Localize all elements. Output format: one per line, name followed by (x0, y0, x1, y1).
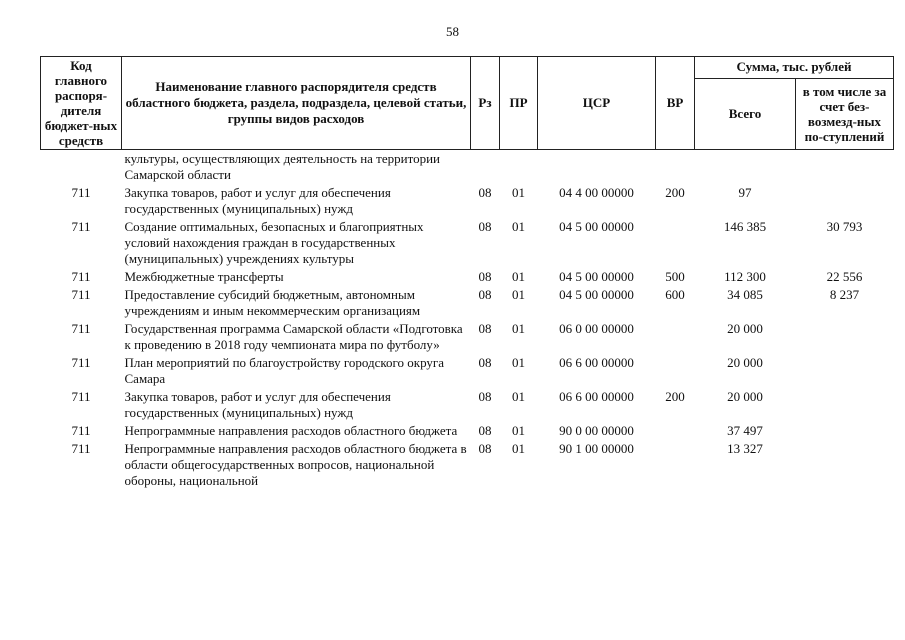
cell-csr: 06 0 00 00000 (559, 321, 634, 336)
cell-vr (656, 353, 695, 387)
table-row (41, 387, 894, 421)
table-row (41, 319, 894, 353)
cell-rz: 08 (478, 321, 492, 336)
cell-vr: 600 (665, 287, 685, 302)
cell-vr (656, 421, 695, 439)
cell-rz: 08 (478, 423, 492, 438)
table-row (41, 439, 894, 489)
cell-vr (656, 439, 695, 489)
header-sum-group: Сумма, тыс. рублей (695, 57, 894, 79)
cell-pr: 01 (512, 389, 525, 404)
cell-code: 711 (71, 441, 91, 456)
table-row (41, 183, 894, 217)
table-row (41, 150, 894, 184)
table-row (41, 421, 894, 439)
table-row (41, 217, 894, 267)
cell-incl (796, 421, 894, 439)
cell-incl (796, 439, 894, 489)
header-pr: ПР (500, 57, 538, 150)
cell-total: 34 085 (727, 287, 763, 302)
table-header (41, 57, 894, 150)
cell-code: 711 (71, 389, 91, 404)
cell-vr: 500 (665, 269, 685, 284)
page-number: 58 (446, 24, 459, 39)
header-rz: Рз (471, 57, 500, 150)
header-name: Наименование главного распорядителя средств областного бюджета, раздела, подраздела, целевой статьи, группы видов расходов (122, 57, 471, 150)
cell-rz (471, 150, 500, 184)
cell-rz: 08 (478, 185, 492, 200)
cell-total: 146 385 (723, 219, 767, 234)
cell-incl (796, 150, 894, 184)
cell-vr (656, 217, 695, 267)
cell-incl (796, 387, 894, 421)
table-row (41, 353, 894, 387)
cell-total: 13 327 (727, 441, 763, 456)
cell-name: Закупка товаров, работ и услуг для обеспечения государственных (муниципальных) нужд (124, 185, 391, 216)
cell-csr: 04 4 00 00000 (559, 185, 634, 200)
cell-code: 711 (71, 269, 91, 284)
cell-rz: 08 (478, 389, 492, 404)
cell-vr: 200 (665, 185, 685, 200)
cell-rz: 08 (478, 441, 492, 456)
cell-csr: 04 5 00 00000 (559, 269, 634, 284)
header-incl: в том числе за счет без-возмезд-ных по-ступлений (796, 78, 894, 149)
cell-pr: 01 (512, 423, 525, 438)
cell-code (41, 150, 122, 184)
cell-pr: 01 (512, 355, 525, 370)
cell-total: 20 000 (727, 355, 763, 370)
budget-table (40, 56, 894, 489)
header-vr: ВР (656, 57, 695, 150)
cell-csr: 06 6 00 00000 (559, 389, 634, 404)
cell-total (695, 150, 796, 184)
cell-incl (796, 183, 894, 217)
cell-total: 97 (738, 185, 752, 200)
cell-incl: 30 793 (826, 219, 863, 234)
cell-csr: 90 0 00 00000 (559, 423, 634, 438)
cell-total: 112 300 (724, 269, 766, 284)
cell-code: 711 (71, 423, 91, 438)
cell-name: Предоставление субсидий бюджетным, автономным учреждениям и иным некоммерческим организациям (124, 287, 421, 318)
cell-code: 711 (71, 219, 91, 234)
cell-rz: 08 (478, 269, 492, 284)
cell-code: 711 (71, 355, 91, 370)
cell-incl (796, 319, 894, 353)
cell-name: Государственная программа Самарской области «Подготовка к проведению в 2018 году чемпионата мира по футболу» (124, 321, 463, 352)
header-total: Всего (695, 78, 796, 149)
cell-incl: 22 556 (826, 269, 863, 284)
cell-name: Создание оптимальных, безопасных и благоприятных условий нахождения граждан в государственных (муниципальных) учреждениях культуры (124, 219, 424, 266)
cell-code: 711 (71, 287, 91, 302)
cell-pr (500, 150, 538, 184)
cell-name: План мероприятий по благоустройству городского округа Самара (124, 355, 444, 386)
cell-pr: 01 (512, 269, 525, 284)
cell-total: 20 000 (727, 389, 763, 404)
cell-pr: 01 (512, 321, 525, 336)
cell-name: Межбюджетные трансферты (124, 269, 284, 284)
cell-total: 20 000 (727, 321, 763, 336)
cell-total: 37 497 (727, 423, 763, 438)
header-csr: ЦСР (538, 57, 656, 150)
cell-pr: 01 (512, 219, 525, 234)
table-row (41, 285, 894, 319)
cell-pr: 01 (512, 287, 525, 302)
cell-incl (796, 353, 894, 387)
cell-csr: 04 5 00 00000 (559, 219, 634, 234)
cell-incl: 8 237 (829, 287, 860, 302)
cell-vr (656, 150, 695, 184)
cell-rz: 08 (478, 219, 492, 234)
cell-name: Закупка товаров, работ и услуг для обеспечения государственных (муниципальных) нужд (124, 389, 391, 420)
cell-name: культуры, осуществляющих деятельность на территории Самарской области (124, 151, 441, 182)
cell-pr: 01 (512, 185, 525, 200)
cell-csr (538, 150, 656, 184)
cell-code: 711 (71, 185, 91, 200)
cell-name: Непрограммные направления расходов областного бюджета (124, 423, 458, 438)
header-code: Код главного распоря-дителя бюджет-ных средств (41, 57, 122, 150)
cell-code: 711 (71, 321, 91, 336)
cell-rz: 08 (478, 355, 492, 370)
table-body (41, 150, 894, 490)
cell-rz: 08 (478, 287, 492, 302)
cell-csr: 06 6 00 00000 (559, 355, 634, 370)
table-row (41, 267, 894, 285)
cell-csr: 90 1 00 00000 (559, 441, 634, 456)
cell-name: Непрограммные направления расходов областного бюджета в области общегосударственных вопросов, национальной обороны, национальной (124, 441, 467, 488)
cell-vr: 200 (665, 389, 685, 404)
cell-vr (656, 319, 695, 353)
cell-pr: 01 (512, 441, 525, 456)
cell-csr: 04 5 00 00000 (559, 287, 634, 302)
